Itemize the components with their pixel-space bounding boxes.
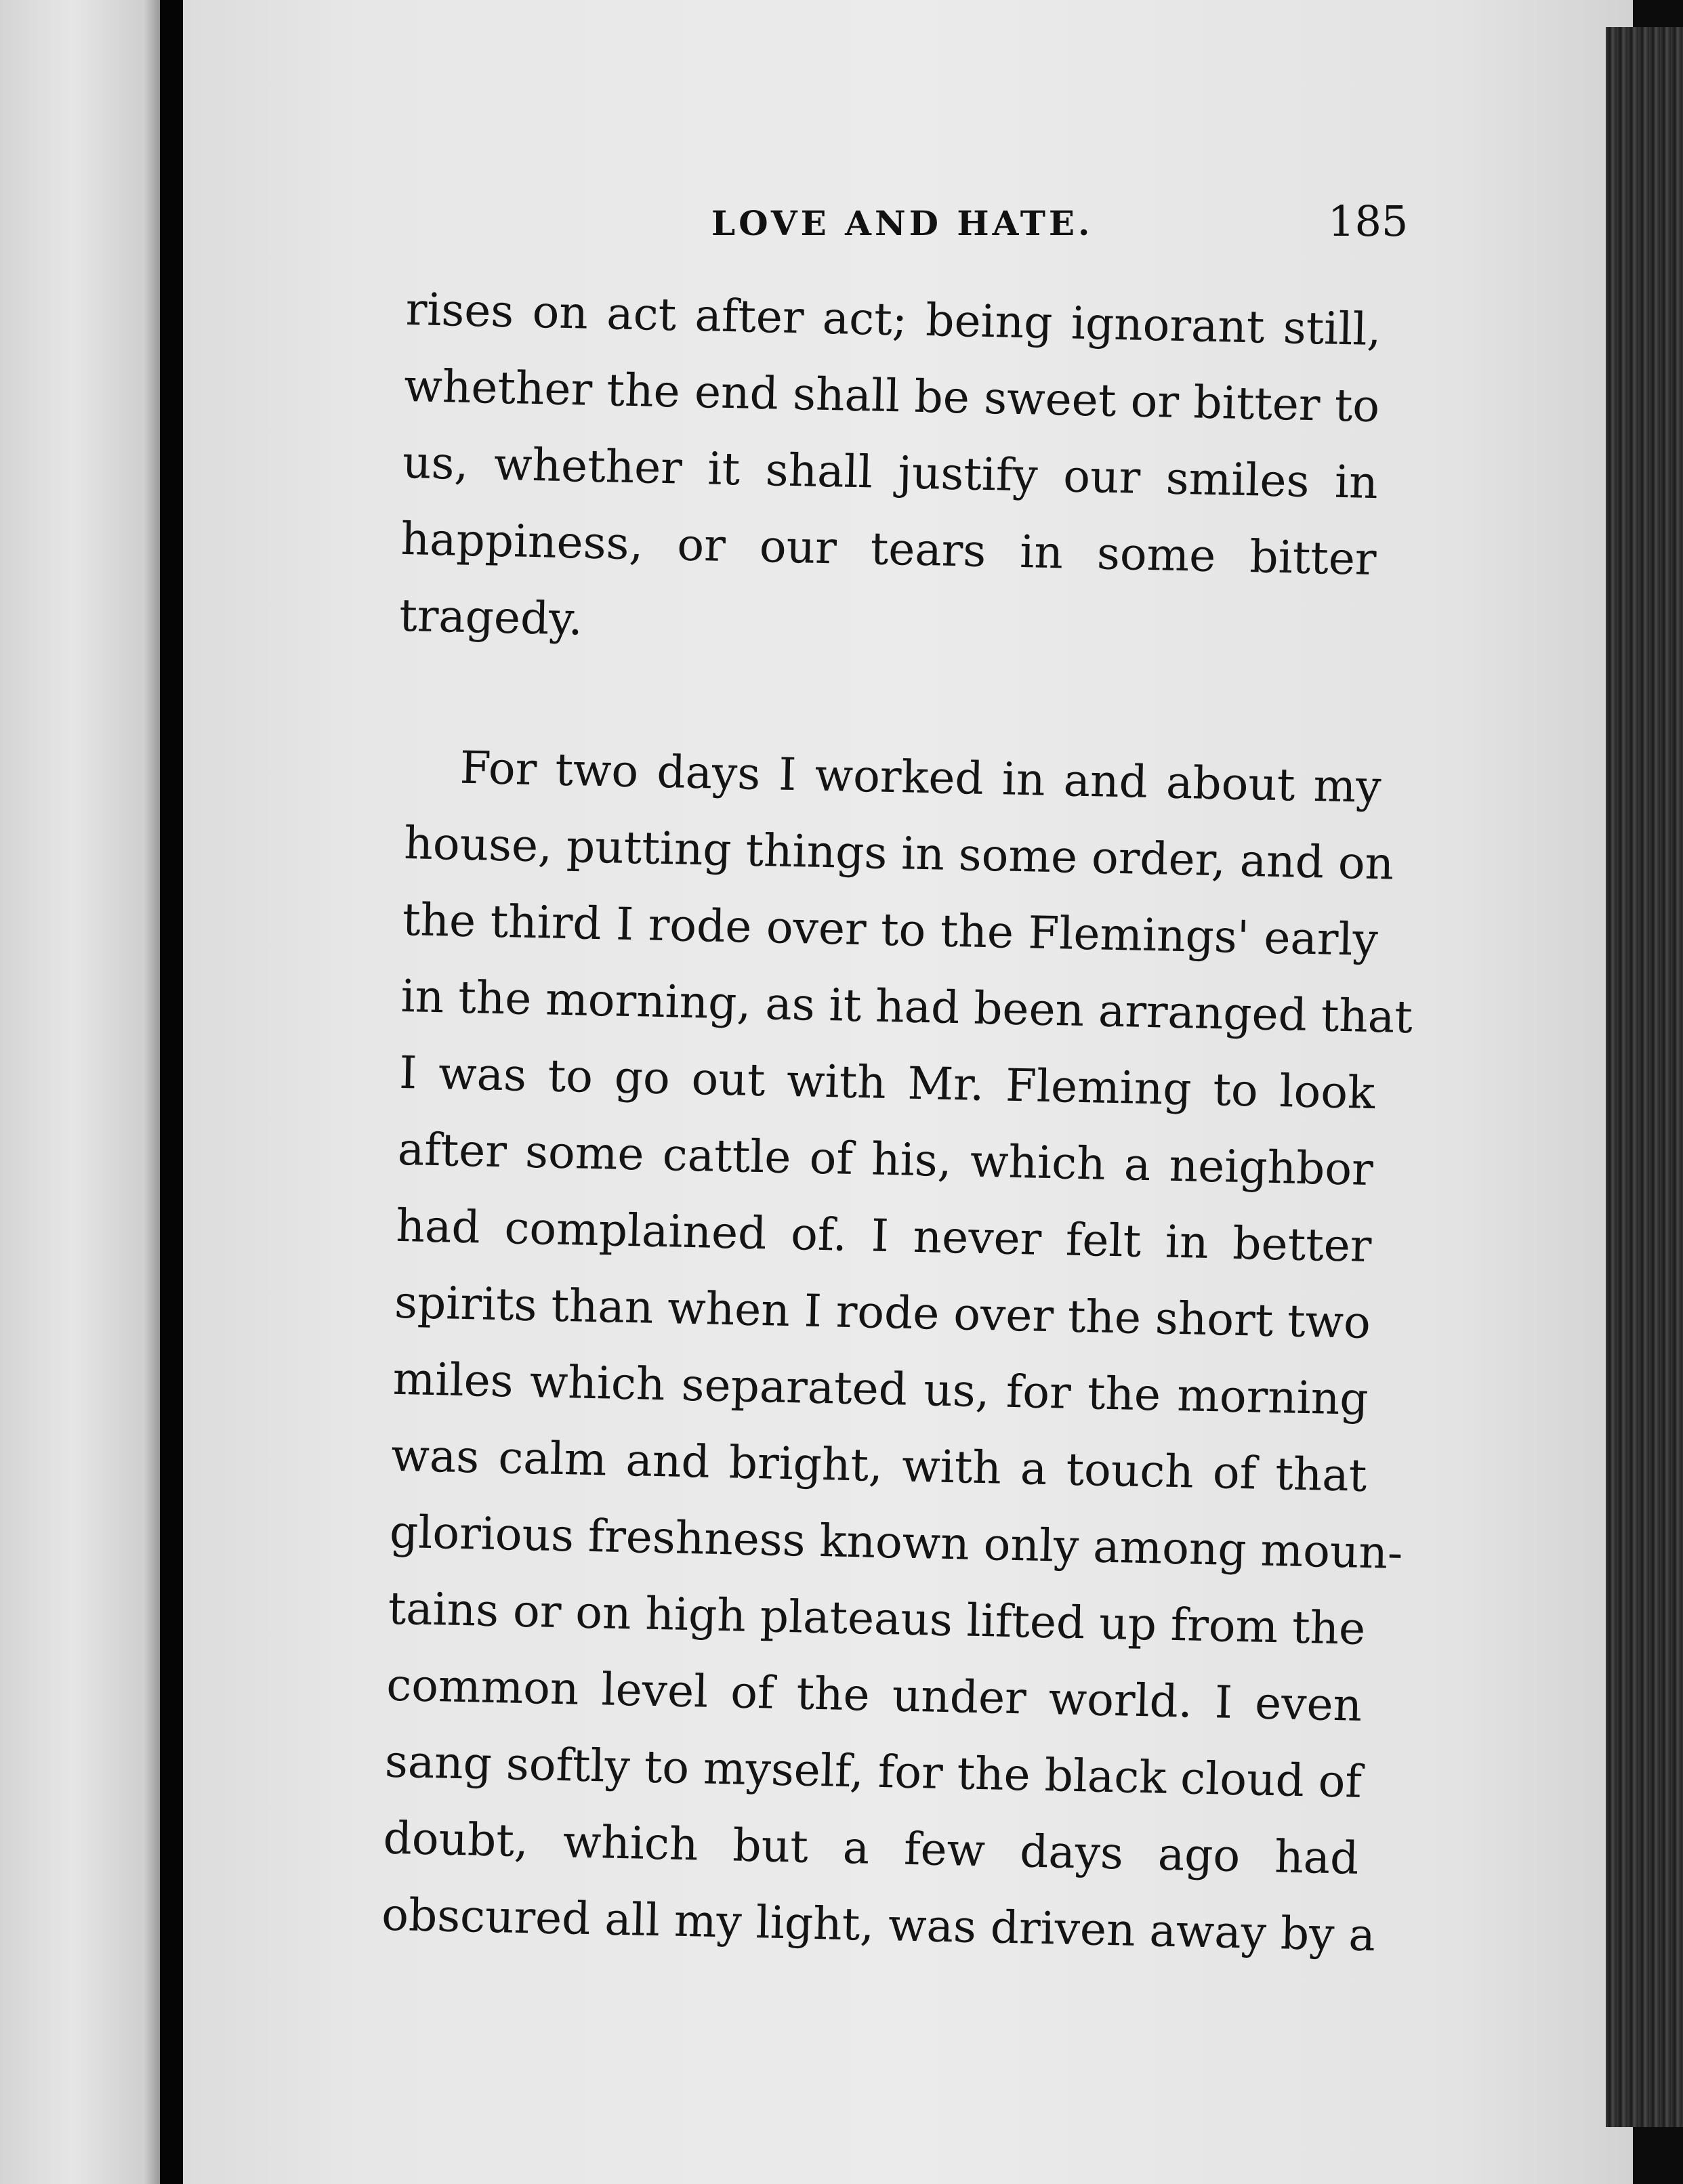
book-gutter (160, 0, 183, 2184)
text-line: obscured all my light, was driven away by a (381, 1888, 1376, 1962)
text-line: house, putting things in some order, and on (403, 816, 1394, 890)
text-line: the third I rode over to the Flemings' early (402, 893, 1379, 967)
text-line: sang softly to myself, for the black cloud of (384, 1735, 1363, 1808)
page-number: 185 (1328, 196, 1409, 246)
text-line: happiness, or our tears in some bitter (400, 512, 1377, 586)
text-line: had complained of. I never felt in better (395, 1199, 1373, 1272)
text-line: in the morning, as it had been arranged that (400, 969, 1413, 1044)
text-line: us, whether it shall justify our smiles in (402, 436, 1379, 509)
text-line: tragedy. (398, 589, 583, 646)
text-line: spirits than when I rode over the short two (394, 1276, 1371, 1349)
running-title: LOVE AND HATE. (711, 203, 1094, 243)
text-line: For two days I worked in and about my (459, 741, 1382, 814)
facing-page-edge (0, 0, 160, 2184)
text-line: common level of the under world. I even (386, 1658, 1363, 1731)
paragraph-continuation (398, 271, 1382, 674)
text-line: glorious freshness known only among moun- (389, 1505, 1404, 1580)
text-line: doubt, which but a few days ago had (382, 1811, 1360, 1885)
paragraph-main (381, 728, 1413, 1973)
text-line: I was to go out with Mr. Fleming to look (398, 1046, 1375, 1120)
text-line: rises on act after act; being ignorant still, (405, 282, 1382, 356)
text-line: tains or on high plateaus lifted up from the (387, 1582, 1366, 1655)
page-stack-edges (1606, 27, 1683, 2127)
text-line: after some cattle of his, which a neighbor (397, 1122, 1374, 1196)
text-line: whether the end shall be sweet or bitter to (403, 359, 1380, 433)
text-line: was calm and bright, with a touch of that (390, 1429, 1368, 1502)
text-line: miles which separated us, for the morning (392, 1352, 1369, 1425)
